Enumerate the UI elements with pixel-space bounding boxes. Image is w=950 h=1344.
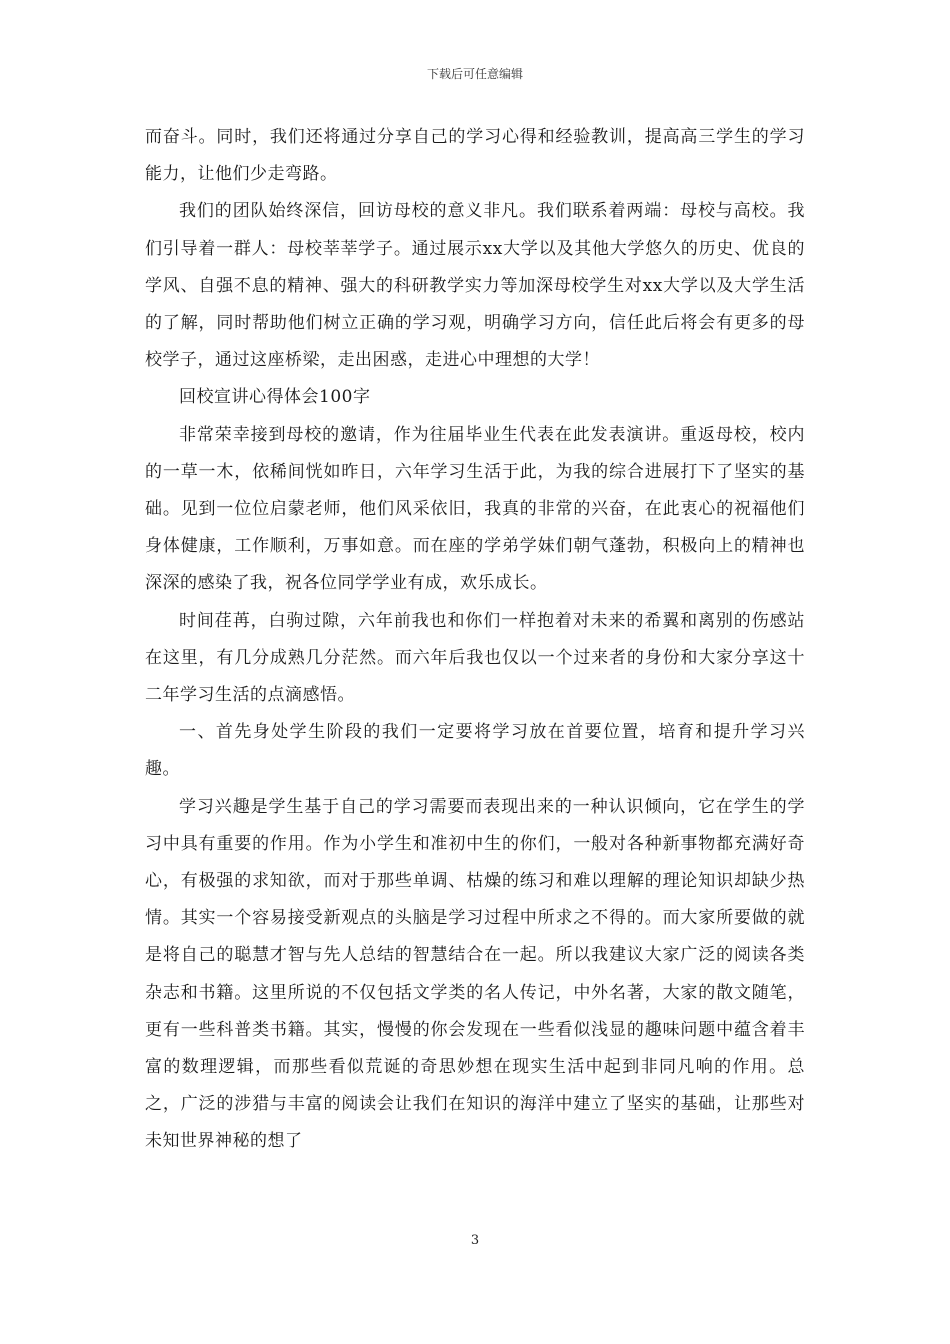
page-header: 下载后可任意编辑 xyxy=(426,67,523,81)
paragraph: 时间荏苒，白驹过隙，六年前我也和你们一样抱着对未来的希翼和离别的伤感站在这里，有几分成熟几分茫然。而六年后我也仅以一个过来者的身份和大家分享这十二年学习生活的点滴感悟。 xyxy=(145,610,805,706)
page-number: 3 xyxy=(470,1233,480,1248)
paragraph: 一、首先身处学生阶段的我们一定要将学习放在首要位置，培育和提升学习兴趣。 xyxy=(145,722,805,780)
paragraph: 非常荣幸接到母校的邀请，作为往届毕业生代表在此发表演讲。重返母校，校内的一草一木，依稀间恍如昨日，六年学习生活于此，为我的综合进展打下了坚实的基础。见到一位位启蒙老师，他们风采依旧，我真的非常的兴奋，在此衷心的祝福他们身体健康，工作顺利，万事如意。而在座的学弟学妹们朝气蓬勃，积极向上的精神也深深的感染了我，祝各位同学学业有成，欢乐成长。 xyxy=(145,424,805,594)
paragraph-continued: 而奋斗。同时，我们还将通过分享自己的学习心得和经验教训，提高高三学生的学习能力，让他们少走弯路。 xyxy=(145,127,805,185)
section-heading: 回校宣讲心得体会100字 xyxy=(179,387,371,408)
paragraph: 学习兴趣是学生基于自己的学习需要而表现出来的一种认识倾向，它在学生的学习中具有重要的作用。作为小学生和准初中生的你们，一般对各种新事物都充满好奇心，有极强的求知欲，而对于那些单调、枯燥的练习和难以理解的理论知识却缺少热情。其实一个容易接受新观点的头脑是学习过程中所求之不得的。而大家所要做的就是将自己的聪慧才智与先人总结的智慧结合在一起。所以我建议大家广泛的阅读各类杂志和书籍。这里所说的不仅包括文学类的名人传记，中外名著，大家的散文随笔，更有一些科普类书籍。其实，慢慢的你会发现在一些看似浅显的趣味问题中蕴含着丰富的数理逻辑，而那些看似荒诞的奇思妙想在现实生活中起到非同凡响的作用。总之，广泛的涉猎与丰富的阅读会让我们在知识的海洋中建立了坚实的基础，让那些对未知世界神秘的想了 xyxy=(145,796,805,1152)
document-body xyxy=(145,119,805,1161)
paragraph: 我们的团队始终深信，回访母校的意义非凡。我们联系着两端：母校与高校。我们引导着一群人：母校莘莘学子。通过展示xx大学以及其他大学悠久的历史、优良的学风、自强不息的精神、强大的科研教学实力等加深母校学生对xx大学以及大学生活的了解，同时帮助他们树立正确的学习观，明确学习方向，信任此后将会有更多的母校学子，通过这座桥梁，走出困惑，走进心中理想的大学！ xyxy=(145,201,805,371)
